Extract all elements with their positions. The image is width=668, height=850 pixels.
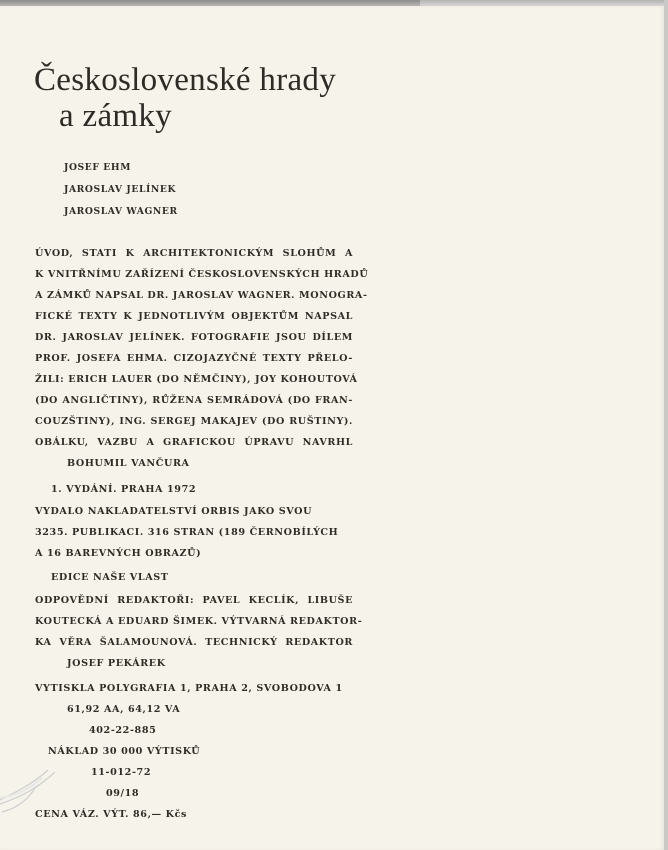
editors-line: KOUTECKÁ A EDUARD ŠIMEK. VÝTVARNÁ REDAKTOR- bbox=[35, 616, 363, 627]
credits-line: FICKÉ TEXTY K JEDNOTLIVÝM OBJEKTŮM NAPSAL bbox=[35, 311, 353, 322]
publisher-line: A 16 BAREVNÝCH OBRAZŮ) bbox=[35, 548, 202, 559]
series-name: EDICE NAŠE VLAST bbox=[51, 572, 169, 583]
author-1: JOSEF EHM bbox=[64, 162, 131, 173]
editors-line: KA VĚRA ŠALAMOUNOVÁ. TECHNICKÝ REDAKTOR bbox=[35, 637, 353, 648]
credits-line: DR. JAROSLAV JELÍNEK. FOTOGRAFIE JSOU DÍLEM bbox=[35, 332, 353, 343]
credits-line: ÚVOD, STATI K ARCHITEKTONICKÝM SLOHŮM A bbox=[35, 248, 353, 259]
credits-line: BOHUMIL VANČURA bbox=[67, 458, 190, 469]
printing-line: 61,92 AA, 64,12 VA bbox=[67, 704, 181, 715]
credits-line: COUZŠTINY), ING. SERGEJ MAKAJEV (DO RUŠTINY). bbox=[35, 416, 353, 427]
printing-line: 11-012-72 bbox=[91, 767, 152, 778]
author-2: JAROSLAV JELÍNEK bbox=[64, 184, 177, 195]
credits-line: A ZÁMKŮ NAPSAL DR. JAROSLAV WAGNER. MONOGRA- bbox=[35, 290, 368, 301]
editors-line: ODPOVĚDNÍ REDAKTOŘI: PAVEL KECLÍK, LIBUŠE bbox=[35, 595, 353, 606]
title-page bbox=[0, 6, 664, 850]
printing-line: CENA VÁZ. VÝT. 86,— Kčs bbox=[35, 809, 188, 820]
editors-line: JOSEF PEKÁREK bbox=[67, 658, 166, 669]
book-title-line-1: Československé hrady bbox=[34, 62, 337, 98]
printing-line: NÁKLAD 30 000 VÝTISKŮ bbox=[48, 746, 201, 757]
publisher-line: 3235. PUBLIKACI. 316 STRAN (189 ČERNOBÍLÝCH bbox=[35, 527, 339, 538]
credits-line: (DO ANGLIČTINY), RŮŽENA SEMRÁDOVÁ (DO FRAN- bbox=[35, 395, 353, 406]
book-title-line-2: a zámky bbox=[59, 98, 172, 134]
page-right-edge bbox=[664, 0, 668, 850]
credits-line: PROF. JOSEFA EHMA. CIZOJAZYČNÉ TEXTY PŘELO- bbox=[35, 353, 353, 364]
publisher-line: VYDALO NAKLADATELSTVÍ ORBIS JAKO SVOU bbox=[35, 506, 313, 517]
printing-line: 09/18 bbox=[106, 788, 140, 799]
book-title bbox=[34, 62, 336, 134]
printing-line: 402-22-885 bbox=[89, 725, 157, 736]
credits-line: OBÁLKU, VAZBU A GRAFICKOU ÚPRAVU NAVRHL bbox=[35, 437, 353, 448]
credits-line: K VNITŘNÍMU ZAŘÍZENÍ ČESKOSLOVENSKÝCH HRADŮ bbox=[35, 269, 369, 280]
credits-line: ŽILI: ERICH LAUER (DO NĚMČINY), JOY KOHOUTOVÁ bbox=[35, 374, 358, 385]
binding-thread-icon bbox=[0, 760, 90, 850]
edition-line: 1. VYDÁNÍ. PRAHA 1972 bbox=[51, 484, 197, 495]
author-3: JAROSLAV WAGNER bbox=[64, 206, 178, 217]
printing-line: VYTISKLA POLYGRAFIA 1, PRAHA 2, SVOBODOVA 1 bbox=[35, 683, 343, 694]
